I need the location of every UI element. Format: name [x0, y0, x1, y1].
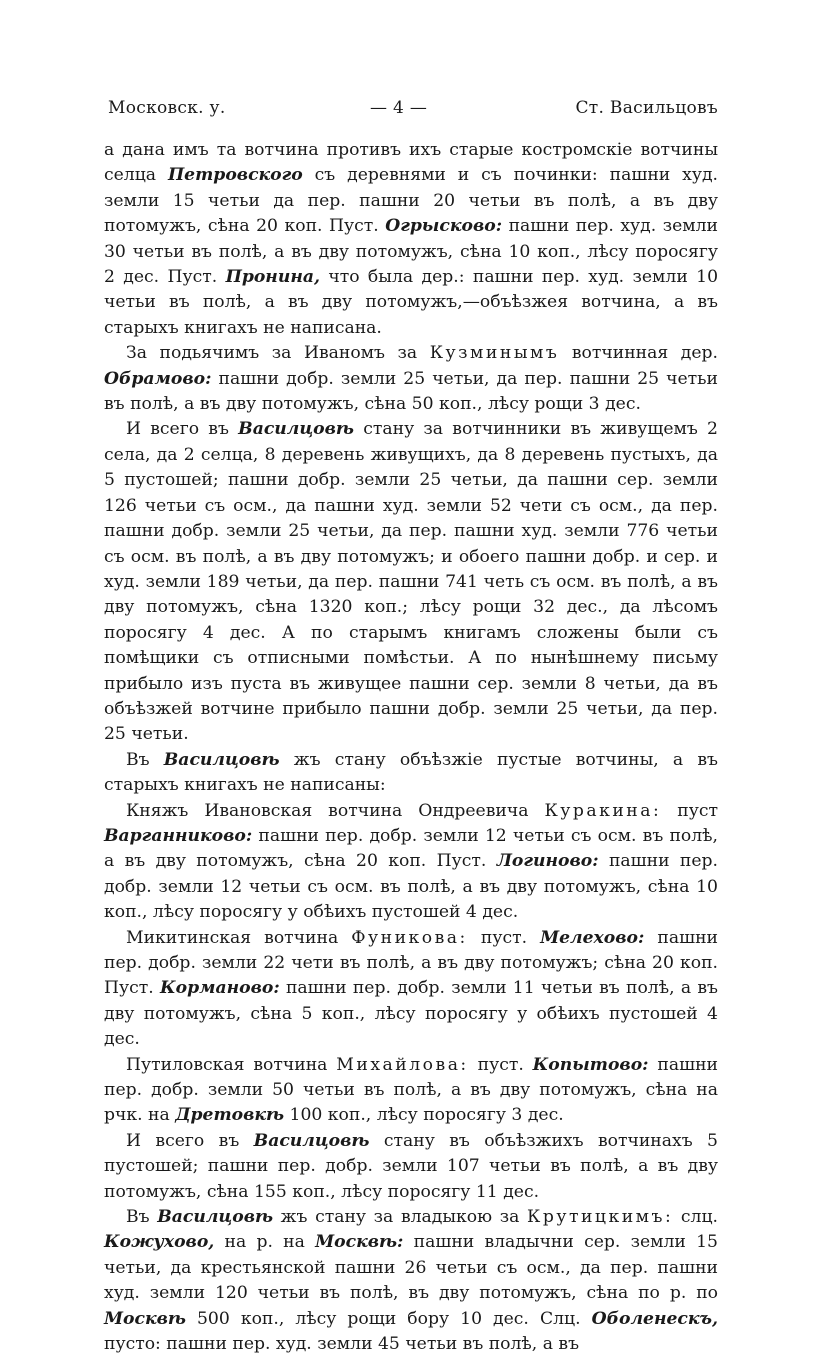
text-segment: Микитинская вотчина: [126, 927, 352, 948]
paragraph: [104, 926, 718, 1053]
text-segment: пашни пер. добр. земли 12 четьи съ осм. въ полѣ, а въ дву потомужъ, сѣна 20 коп. Пуст.: [104, 825, 718, 872]
text-segment: пашни пер. худ. земли 30 четьи въ полѣ, а въ дву потомужъ, сѣна 10 коп., лѣсу поросягу 2 дес. Пуст.: [104, 216, 718, 288]
paragraph: [104, 1205, 718, 1357]
header-section: Ст. Васильцовъ: [575, 98, 718, 118]
text-segment: пашни пер. добр. земли 11 четьи въ полѣ, а въ дву потомужъ, сѣна 5 коп., лѣсу поросягу у обѣихъ пустошей 4 дес.: [104, 978, 718, 1050]
text-segment: пашни добр. земли 25 четьи, да пер. пашни 25 четьи въ полѣ, а въ дву потомужъ, сѣна 50 коп., лѣсу рощи 3 дес.: [104, 368, 718, 415]
place-name: Варганниково:: [104, 825, 253, 846]
person-name: Крутицкимъ:: [527, 1207, 674, 1228]
text-segment: вотчинная дер.: [559, 343, 719, 364]
place-name: Копытово:: [532, 1054, 649, 1075]
text-segment: пашни владычни сер. земли 15 четьи, да крестьянской пашни 26 четьи съ осм., да пер. пашни худ. земли 120 четьи въ полѣ, въ дву потомужъ, сѣна по р. по: [104, 1232, 718, 1304]
text-segment: стану въ объѣзжихъ вотчинахъ 5 пустошей; пашни пер. добр. земли 107 четьи въ полѣ, а въ дву потомужъ, сѣна 155 коп., лѣсу поросягу 11 дес.: [104, 1130, 718, 1202]
text-segment: стану за вотчинники въ живущемъ 2 села, да 2 селца, 8 деревень живущихъ, да 8 деревень пустыхъ, да 5 пустошей; пашни добр. земли 25 четьи, да пашни сер. земли 126 четьи съ осм., да пашни худ. земли 52 чети съ осм., да пер. пашни добр. земли 25 четьи, да пер. пашни худ. земли 776 четьи съ осм. въ полѣ, а въ дву потомужъ; и обоего пашни добр. и сер. и худ. земли 189 четьи, да пер. пашни 741 четь съ осм. въ полѣ, а въ дву потомужъ, сѣна 1320 коп.; лѣсу рощи 32 дес., да лѣсомъ поросягу 4 дес. А по старымъ книгамъ сложены были съ помѣщики съ отписными помѣстьи. А по нынѣшнему письму прибыло изъ пуста въ живущее пашни сер. земли 8 четьи, да въ объѣзжей вотчине прибыло пашни добр. земли 25 четьи, да пер. 25 четьи.: [104, 419, 718, 745]
text-segment: съ деревнями и съ починки: пашни худ. земли 15 четьи да пер. пашни 20 четьи въ полѣ, а въ дву потомужъ, сѣна 20 коп. Пуст.: [104, 165, 718, 237]
text-segment: слц.: [673, 1207, 718, 1228]
place-name: Пронина,: [225, 267, 320, 288]
text-segment: Въ: [126, 749, 164, 770]
text-segment: 100 коп., лѣсу поросягу 3 дес.: [284, 1105, 564, 1126]
person-name: Куракина:: [544, 800, 662, 821]
place-name: Корманово:: [159, 978, 280, 999]
place-name: Петровского: [167, 165, 303, 186]
text-segment: И всего въ: [126, 419, 239, 440]
place-name: Кожухово,: [104, 1232, 215, 1253]
text-segment: пуст: [661, 800, 718, 821]
paragraph: [104, 1129, 718, 1205]
text-segment: пашни пер. добр. земли 22 чети въ полѣ, а въ дву потомужъ; сѣна 20 коп. Пуст.: [104, 927, 718, 999]
text-segment: Княжъ Ивановская вотчина Ондреевича: [126, 800, 545, 821]
text-segment: пуст.: [467, 927, 541, 948]
person-name: Михайлова:: [336, 1054, 469, 1075]
text-segment: пашни пер. добр. земли 50 четьи въ полѣ, а въ дву потомужъ, сѣна на рчк. на: [104, 1054, 718, 1126]
paragraph: [104, 417, 718, 747]
header-county: Московск. у.: [108, 98, 226, 118]
place-name: Москвѣ:: [315, 1232, 404, 1253]
person-name: Фуникова:: [351, 927, 468, 948]
page-header: [108, 98, 718, 122]
text-segment: на р. на: [214, 1232, 316, 1253]
place-name: Василцовѣ: [253, 1130, 370, 1151]
text-segment: а дана имъ та вотчина противъ ихъ старые костромскіе вотчины селца: [104, 140, 718, 186]
text-segment: И всего въ: [126, 1130, 254, 1151]
text-segment: пусто: пашни пер. худ. земли 45 четьи въ полѣ, а въ: [104, 1334, 580, 1355]
text-segment: За подьячимъ за Иваномъ за: [126, 343, 430, 364]
place-name: Москвѣ: [104, 1308, 186, 1329]
text-segment: пашни пер. добр. земли 12 четьи съ осм. въ полѣ, а въ дву потомужъ, сѣна 10 коп., лѣсу поросягу у обѣихъ пустошей 4 дес.: [104, 851, 718, 923]
text-segment: Въ: [126, 1207, 158, 1228]
text-segment: пуст.: [468, 1054, 533, 1075]
paragraph: [104, 341, 718, 417]
paragraph: [104, 138, 718, 341]
text-segment: 500 коп., лѣсу рощи бору 10 дес. Слц.: [185, 1308, 592, 1329]
place-name: Обрамово:: [104, 368, 212, 389]
place-name: Оболенескъ,: [591, 1308, 718, 1329]
place-name: Дретовкѣ: [175, 1105, 285, 1126]
place-name: Мелехово:: [540, 927, 645, 948]
place-name: Огрысково:: [385, 216, 503, 237]
paragraph: [104, 748, 718, 799]
place-name: Василцовѣ: [157, 1207, 274, 1228]
page-number: — 4 —: [370, 98, 428, 118]
body-text: [104, 138, 718, 1358]
paragraph: [104, 799, 718, 926]
place-name: Василцовѣ: [238, 419, 354, 440]
person-name: Кузминымъ: [429, 343, 560, 364]
text-segment: что была дер.: пашни пер. худ. земли 10 четьи въ полѣ, а въ дву потомужъ,—объѣзжея вотчина, а въ старыхъ книгахъ не написана.: [104, 267, 719, 338]
text-segment: Путиловская вотчина: [126, 1054, 337, 1075]
paragraph: [104, 1053, 718, 1129]
text-segment: жъ стану объѣзжіе пустые вотчины, а въ старыхъ книгахъ не написаны:: [104, 749, 718, 796]
place-name: Логиново:: [496, 851, 599, 872]
place-name: Василцовѣ: [163, 749, 280, 770]
text-segment: жъ стану за владыкою за: [273, 1207, 528, 1228]
